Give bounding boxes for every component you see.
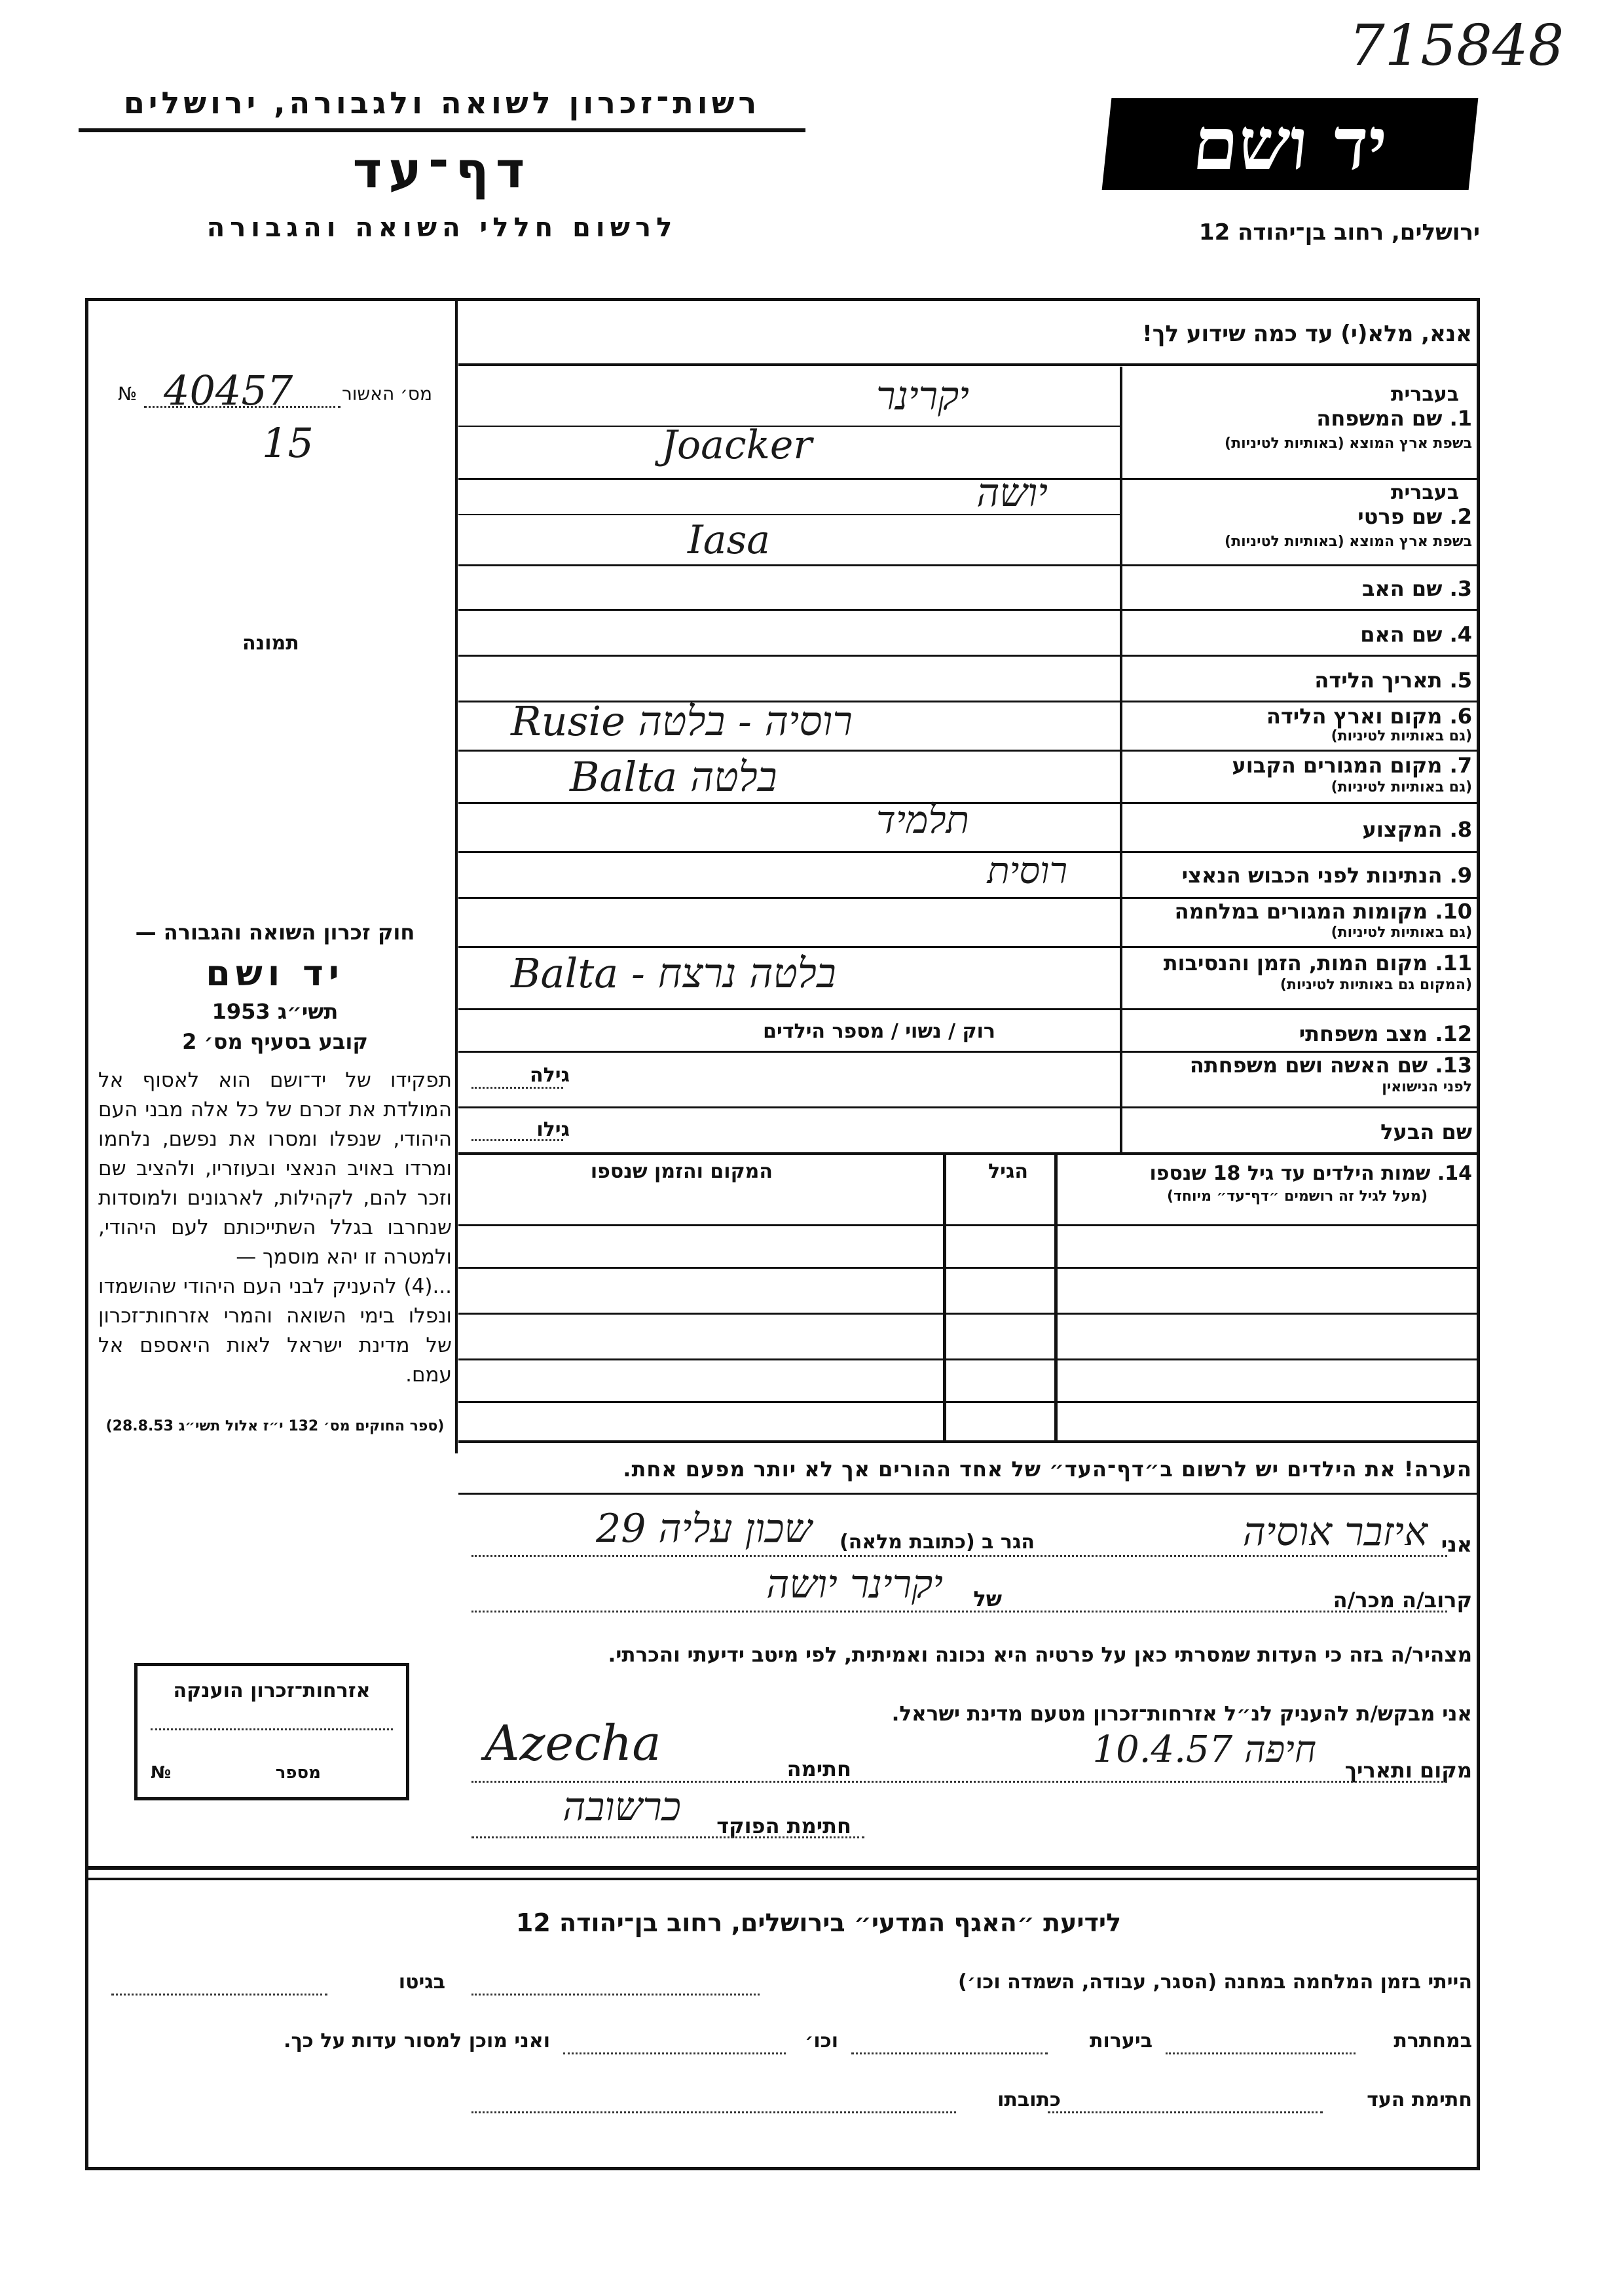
f6-label: 6. מקום וארץ הלידה [1266, 704, 1472, 729]
age-label: גילה [530, 1064, 570, 1087]
f1-latin-value: Joacker [661, 422, 813, 468]
f1-hebrew-value: יקרינר [876, 373, 969, 419]
approval-number: 40457 [164, 367, 293, 414]
law-reference: (ספר החוקים מס׳ 132 י״ז אלול תשי״ג 28.8.53) [105, 1418, 445, 1434]
approval-label: מס׳ האשור [341, 383, 432, 405]
decl-of-label: של [973, 1586, 1002, 1611]
bottom-line2-b: ביערות [1090, 2030, 1153, 2052]
f2-hebrew-value: יושה [976, 470, 1048, 516]
bottom-line1-a: הייתי בזמן המלחמה במחנה (הסגר, עבודה, השמדה וכו׳) [958, 1971, 1472, 1994]
law-title: חוק זכרון השואה והגבורה — [135, 920, 415, 945]
law-year: תשי״ג 1953 [212, 999, 339, 1024]
law-block [98, 920, 452, 1437]
approval-number-row [105, 367, 445, 416]
decl-officer-value: כרשובה [563, 1784, 681, 1830]
decl-place-date-label: מקום ותאריך [1344, 1758, 1472, 1783]
citizenship-box [134, 1663, 409, 1800]
f10-label: 10. מקומות המגורים במלחמה [1174, 899, 1472, 924]
decl-signature-value: Azecha [485, 1715, 661, 1772]
decl-residing-label: הגר ב (כתובת מלאה) [839, 1531, 1035, 1554]
decl-i-value: איזבר אוסיה [1242, 1509, 1428, 1555]
f11-label: 11. מקום המות, הזמן והנסיבות [1163, 951, 1472, 975]
f9-label: 9. הנתינות לפני הכבוש הנאצי [1181, 863, 1472, 888]
photo-label: תמונה [242, 632, 299, 655]
f1-label: 1. שם המשפחה [1316, 406, 1472, 431]
decl-statement: מצהיר/ה בזה כי העדות שמסרתי כאן על פרטיה היא נכונה ואמיתית, לפי מיטב ידיעתי והכרתי. [608, 1643, 1472, 1667]
approval-sub: 15 [262, 419, 314, 467]
law-body: תפקידו של יד־ושם הוא לאסוף אל המולדת את זכרם של כל אלה מבני העם היהודי, שנפלו ומסרו את נפשם, נלחמו ומרדו באויב הנאצי ובעוזריו, ולהציב שם וזכר להם, לקהילות, לארגונים ולמוסדות שנחרבו בגלל השתייכותם לעם היהודי, ולמטרה זו יהא מוסמך — [98, 1068, 452, 1269]
decl-request: אני מבקש/ת להעניק לנ״ל אזרחות־זכרון מטעם מדינת ישראל. [891, 1702, 1472, 1726]
f11-sub: (המקום גם באותיות לטיניות) [1280, 977, 1472, 993]
citizenship-no-mark: № [151, 1763, 172, 1783]
law-body-2: ...(4) להעניק לבני העם היהודי שהושמדו ונפלו בימי השואה והמרי אזרחות־זכרון של מדינת ישראל לאות היאספם אל עמם. [98, 1275, 452, 1387]
bottom-line3-a: חתימת העד [1367, 2088, 1472, 2111]
law-name: יד ושם [206, 953, 344, 994]
bottom-line3-b: כתובתו [997, 2088, 1061, 2111]
f2-latin-value: Iasa [688, 517, 771, 563]
decl-relative-label: קרוב/ה מכר/ה [1333, 1588, 1472, 1613]
f7-label: 7. מקום המגורים הקבוע [1232, 753, 1472, 778]
f1-hebrew-label: בעברית [1391, 383, 1459, 406]
f9-value: רוסית [987, 850, 1067, 892]
yad-vashem-logo [1102, 98, 1479, 190]
decl-officer-label: חתימת הפוקד [716, 1813, 851, 1838]
f14-sub: (מעל לגיל זה רושמים ״דף־עד״ מיוחד) [1166, 1188, 1428, 1205]
f13-label: 13. שם האשה ושם משפחתה [1189, 1053, 1472, 1078]
bottom-line2-d: ואני מוכן למסור עדות על כך. [284, 2030, 550, 2052]
f10-sub: (גם באותיות לטיניות) [1331, 924, 1472, 941]
decl-residing-value: שכון עליה 29 [596, 1506, 812, 1552]
f12-label: 12. מצב משפחתי [1299, 1021, 1472, 1046]
instructions: אנא, מלא(י) עד כמה שידוע לך! [1142, 321, 1472, 347]
citizenship-number-label: מספר [275, 1763, 321, 1783]
header-address: ירושלים, רחוב בן־יהודה 12 [1198, 219, 1480, 246]
f7-value: Balta בלטה [570, 753, 777, 801]
f3-label: 3. שם האב [1361, 576, 1472, 601]
f8-value: תלמיד [876, 797, 969, 842]
bottom-line1-b: בגיטו [398, 1971, 445, 1994]
f2-hebrew-label: בעברית [1391, 481, 1459, 504]
decl-signature-label: חתימה [786, 1757, 851, 1781]
col-age: הגיל [988, 1160, 1028, 1183]
bottom-heading: לידיעת ״האגף המדעי״ בירושלים, רחוב בן־יהודה 12 [515, 1908, 1122, 1937]
decl-of-value: יקרינר יושה [766, 1561, 943, 1607]
f2-label: 2. שם פרטי [1357, 504, 1472, 529]
authority-title: רשות־זכרון לשואה ולגבורה, ירושלים [123, 85, 761, 120]
archive-number: 715848 [1349, 13, 1564, 79]
decl-i-label: אני [1441, 1532, 1472, 1557]
decl-place-date-value: חיפה 10.4.57 [1092, 1728, 1316, 1771]
bottom-line2-c: וכו׳ [805, 2030, 838, 2052]
f8-label: 8. המקצוע [1362, 817, 1472, 842]
approval-no-mark: № [118, 383, 138, 405]
age2-label: גילו [536, 1118, 570, 1141]
f11-value: Balta - בלטה נרצח [511, 949, 836, 997]
f14-label: 14. שמות הילדים עד גיל 18 שנספו [1149, 1162, 1472, 1185]
col-place: המקום והזמן שנספו [590, 1160, 773, 1183]
form-subtitle: לרשום חללי השואה והגבורה [206, 213, 678, 243]
bottom-line2-a: במחתרת [1393, 2030, 1472, 2052]
f13-sub: לפני הנישואין [1382, 1079, 1472, 1095]
form-title: דף־עד [352, 141, 532, 199]
f12-options: רוק / נשוי / מספר הילדים [763, 1020, 995, 1043]
f6-value: Rusie רוסיה - בלטה [511, 697, 853, 745]
f4-label: 4. שם האם [1360, 622, 1472, 647]
f6-sub: (גם באותיות לטיניות) [1331, 728, 1472, 744]
note: הערה! את הילדים יש לרשום ב״דף־העד״ של אחד ההורים אך לא יותר מפעם אחת. [623, 1457, 1472, 1482]
f1-sub: בשפת ארץ המוצא (באותיות לטיניות) [1225, 435, 1472, 452]
law-section: קובע בסעיף מס׳ 2 [182, 1029, 368, 1054]
logo-text: יד ושם [1189, 101, 1392, 186]
f7-sub: (גם באותיות לטיניות) [1331, 779, 1472, 795]
f5-label: 5. תאריך הלידה [1314, 668, 1472, 693]
husband-label: שם הבעל [1380, 1120, 1472, 1144]
f2-sub: בשפת ארץ המוצא (באותיות לטיניות) [1225, 534, 1472, 550]
citizenship-title: אזרחות־זכרון הוענקה [173, 1679, 371, 1702]
